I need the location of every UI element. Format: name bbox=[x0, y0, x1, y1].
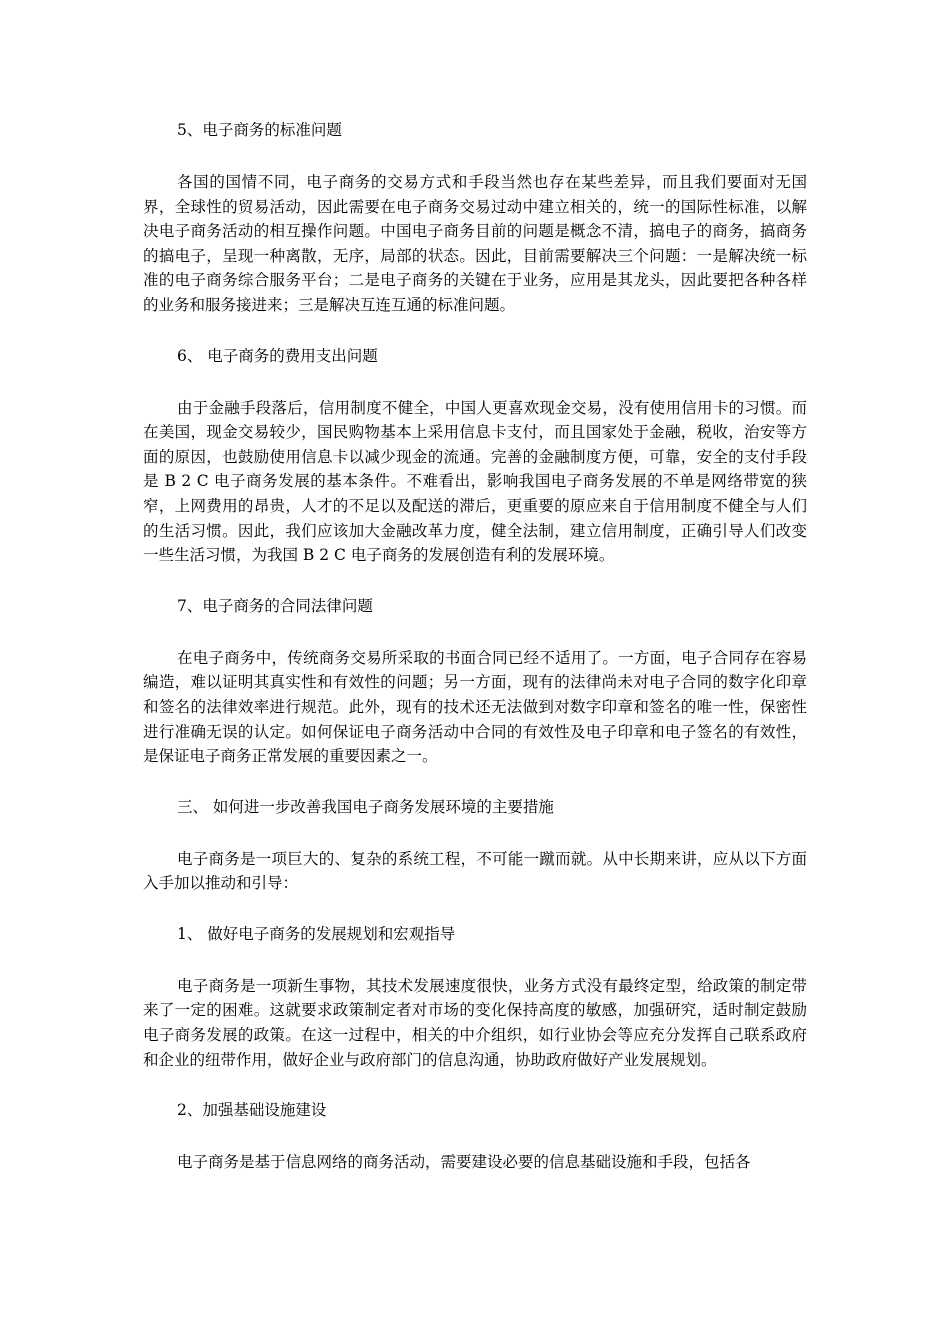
section-heading-5: 5、电子商务的标准问题 bbox=[177, 121, 342, 139]
section-paragraph-6: 由于金融手段落后，信用制度不健全，中国人更喜欢现金交易，没有使用信用卡的习惯。而在美国，现金交易较少，国民购物基本上采用信息卡支付，而且国家处于金融，税收，治安等方面的原因，也鼓励使用信息卡以减少现金的流通。完善的金融制度方便，可靠，安全的支付手段是 B 2 C 电子商务发展的基本条件。不难看出，影响我国电子商务发展的不单是网络带宽的狭窄，上网费用的昂贵，人才的不足以及配送的滞后，更重要的原应来自于信用制度不健全与人们的生活习惯。因此，我们应该加大金融改革力度，健全法制，建立信用制度，正确引导人们改变一些生活习惯，为我国 B 2 C 电子商务的发展创造有利的发展环境。 bbox=[143, 398, 807, 565]
document-page bbox=[143, 118, 807, 1175]
section-heading-2: 2、加强基础设施建设 bbox=[177, 1101, 327, 1120]
section-paragraph-1: 电子商务是一项新生事物，其技术发展速度很快，业务方式没有最终定型，给政策的制定带来了一定的困难。这就要求政策制定者对市场的变化保持高度的敏感，加强研究，适时制定鼓励电子商务发展的政策。在这一过程中，相关的中介组织，如行业协会等应充分发挥自己联系政府和企业的纽带作用，做好企业与政府部门的信息沟通，协助政府做好产业发展规划。 bbox=[143, 976, 807, 1069]
section-paragraph-2: 电子商务是基于信息网络的商务活动，需要建设必要的信息基础设施和手段，包括各 bbox=[177, 1153, 751, 1172]
section-paragraph-7: 在电子商务中，传统商务交易所采取的书面合同已经不适用了。一方面，电子合同存在容易编造，难以证明其真实性和有效性的问题；另一方面，现有的法律尚未对电子合同的数字化印章和签名的法律效率进行规范。此外，现有的技术还无法做到对数字印章和签名的唯一性，保密性进行准确无误的认定。如何保证电子商务活动中合同的有效性及电子印章和电子签名的有效性，是保证电子商务正常发展的重要因素之一。 bbox=[143, 648, 807, 766]
section-heading-3: 三、 如何进一步改善我国电子商务发展环境的主要措施 bbox=[177, 797, 554, 816]
section-paragraph-3: 电子商务是一项巨大的、复杂的系统工程，不可能一蹴而就。从中长期来讲，应从以下方面入手加以推动和引导： bbox=[143, 849, 807, 893]
section-heading-6: 6、 电子商务的费用支出问题 bbox=[177, 346, 378, 365]
section-heading-7: 7、电子商务的合同法律问题 bbox=[177, 596, 373, 615]
section-paragraph-5: 各国的国情不同，电子商务的交易方式和手段当然也存在某些差异，而且我们要面对无国界，全球性的贸易活动，因此需要在电子商务交易过动中建立相关的，统一的国际性标准，以解决电子商务活动的相互操作问题。中国电子商务目前的问题是概念不清，搞电子的商务，搞商务的搞电子，呈现一种离散，无序，局部的状态。因此，目前需要解决三个问题：一是解决统一标准的电子商务综合服务平台；二是电子商务的关键在于业务，应用是其龙头，因此要把各种各样的业务和服务接进来；三是解决互连互通的标准问题。 bbox=[143, 173, 807, 314]
section-heading-1: 1、 做好电子商务的发展规划和宏观指导 bbox=[177, 924, 456, 943]
